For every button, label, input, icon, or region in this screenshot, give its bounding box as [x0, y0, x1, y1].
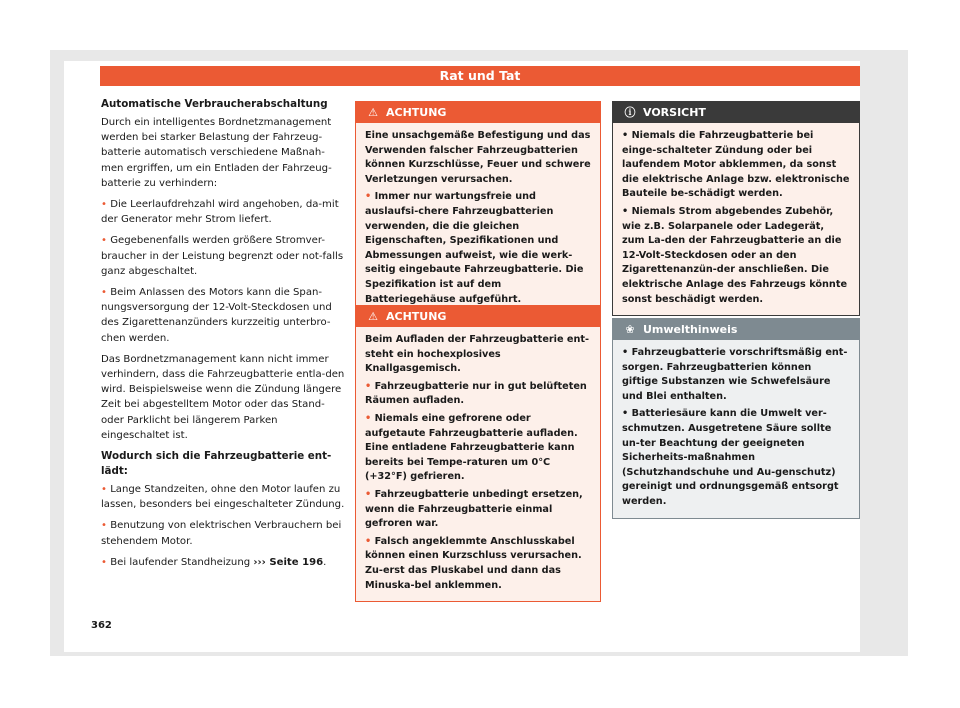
bullet-item: • Fahrzeugbatterie unbedingt ersetzen, wenn die Fahrzeugbatterie einmal gefroren war. [365, 488, 583, 530]
page-number: 362 [91, 620, 112, 631]
bullet-item: • Fahrzeugbatterie nur in gut belüfteten Räumen aufladen. [365, 380, 587, 407]
info-circle-icon: ⓘ [624, 106, 636, 119]
left-column [101, 97, 347, 576]
bullet-item: • Die Leerlaufdrehzahl wird angehoben, da-mit der Generator mehr Strom liefert. [101, 199, 339, 226]
heading-verbraucherabschaltung: Automatische Verbraucherabschaltung [101, 98, 328, 110]
paragraph-bordnetz: Das Bordnetzmanagement kann nicht immer verhindern, dass die Fahrzeugbatterie entla-den wird. Beispielsweise wenn die Zündung längere Zeit bei abgestelltem Motor oder das Stand- oder Parklicht bei längerem Parken eingeschaltet ist. [101, 353, 345, 441]
achtung-box-1 [355, 101, 601, 316]
bullet-item: • Gegebenenfalls werden größere Stromver-braucher in der Leistung begrenzt oder not-falls ganz abgeschaltet. [101, 235, 344, 277]
vorsicht-header: ⓘ VORSICHT [613, 102, 859, 123]
bullet-item: • Fahrzeugbatterie vorschriftsmäßig ent-sorgen. Fahrzeugbatterien können giftige Substanzen wie Schwefelsäure und Blei enthalten. [622, 347, 848, 402]
achtung-header: ⚠ ACHTUNG [356, 306, 600, 327]
umwelt-header: ❀ Umwelthinweis [613, 319, 859, 340]
intro-paragraph: Durch ein intelligentes Bordnetzmanagement werden bei starker Belastung der Fahrzeug-batterie automatisch verschiedene Maßnah-men ergriffen, um ein Entladen der Fahrzeug-batterie zu verhindern: [101, 117, 332, 189]
bullet-item: • Falsch angeklemmte Anschlusskabel können einen Kurzschluss verursachen. Zu-erst das Pluskabel und dann das Minuska-bel anklemmen. [365, 535, 582, 591]
bullet-item: • Niemals die Fahrzeugbatterie bei einge-schalteter Zündung oder bei laufendem Motor abklemmen, da sonst die elektrische Anlage bzw. elektronische Bauteile be-schädigt werden. [622, 130, 850, 200]
achtung-header: ⚠ ACHTUNG [356, 102, 600, 123]
environment-flower-icon: ❀ [625, 323, 635, 336]
bullet-item: • Immer nur wartungsfreie und auslaufsi-chere Fahrzeugbatterien verwenden, die die gleichen Eigenschaften, Spezifikationen und Abmessungen aufweist, wie die werk-seitig eingebaute Fahrzeugbatterie. Die Spezifikation ist auf dem Batteriegehäuse aufgeführt. [365, 191, 584, 305]
bullet-item: • Niemals eine gefrorene oder aufgetaute Fahrzeugbatterie aufladen. Eine entladene Fahrzeugbatterie kann bereits bei Tempe-raturen um 0°C (+32°F) gefrieren. [365, 412, 578, 483]
achtung-intro: Eine unsachgemäße Befestigung und das Verwenden falscher Fahrzeugbatterien können Kurzschlüsse, Feuer und schwere Verletzungen verursachen. [365, 130, 591, 185]
bullet-item: • Lange Standzeiten, ohne den Motor laufen zu lassen, besonders bei eingeschalteter Zündung. [101, 484, 345, 511]
bullet-item: • Bei laufender Standheizung ››› Seite 196. [101, 556, 327, 568]
vorsicht-box [612, 101, 860, 316]
page-reference-link[interactable]: ››› Seite 196 [253, 556, 324, 568]
bullet-item: • Batteriesäure kann die Umwelt ver-schmutzen. Ausgetretene Säure sollte un-ter Beachtung der geeigneten Sicherheits-maßnahmen (Schutzhandschuhe und Au-genschutz) gereinigt und ordnungsgemäß entsorgt werden. [622, 408, 839, 507]
heading-entladen: Wodurch sich die Fahrzeugbatterie ent-lädt: [101, 450, 332, 478]
warning-triangle-icon: ⚠ [368, 310, 378, 323]
bullet-item: • Benutzung von elektrischen Verbrauchern bei stehendem Motor. [101, 520, 342, 547]
achtung-intro: Beim Aufladen der Fahrzeugbatterie ent-steht ein hochexplosives Knallgasgemisch. [365, 334, 590, 375]
page-header: Rat und Tat [100, 66, 860, 86]
achtung-box-2 [355, 305, 601, 602]
umwelt-box [612, 318, 860, 519]
bullet-item: • Beim Anlassen des Motors kann die Span-nungsversorgung der 12-Volt-Steckdosen und des Zigarettenanzünders kurzzeitig unterbro-chen werden. [101, 287, 332, 344]
warning-triangle-icon: ⚠ [368, 106, 378, 119]
bullet-item: • Niemals Strom abgebendes Zubehör, wie z.B. Solarpanele oder Ladegerät, zum La-den der Fahrzeugbatterie an die 12-Volt-Steckdosen oder an den Zigarettenanzün-der anschließen. Die elektrische Anlage des Fahrzeugs könnte sonst beschädigt werden. [622, 205, 848, 305]
